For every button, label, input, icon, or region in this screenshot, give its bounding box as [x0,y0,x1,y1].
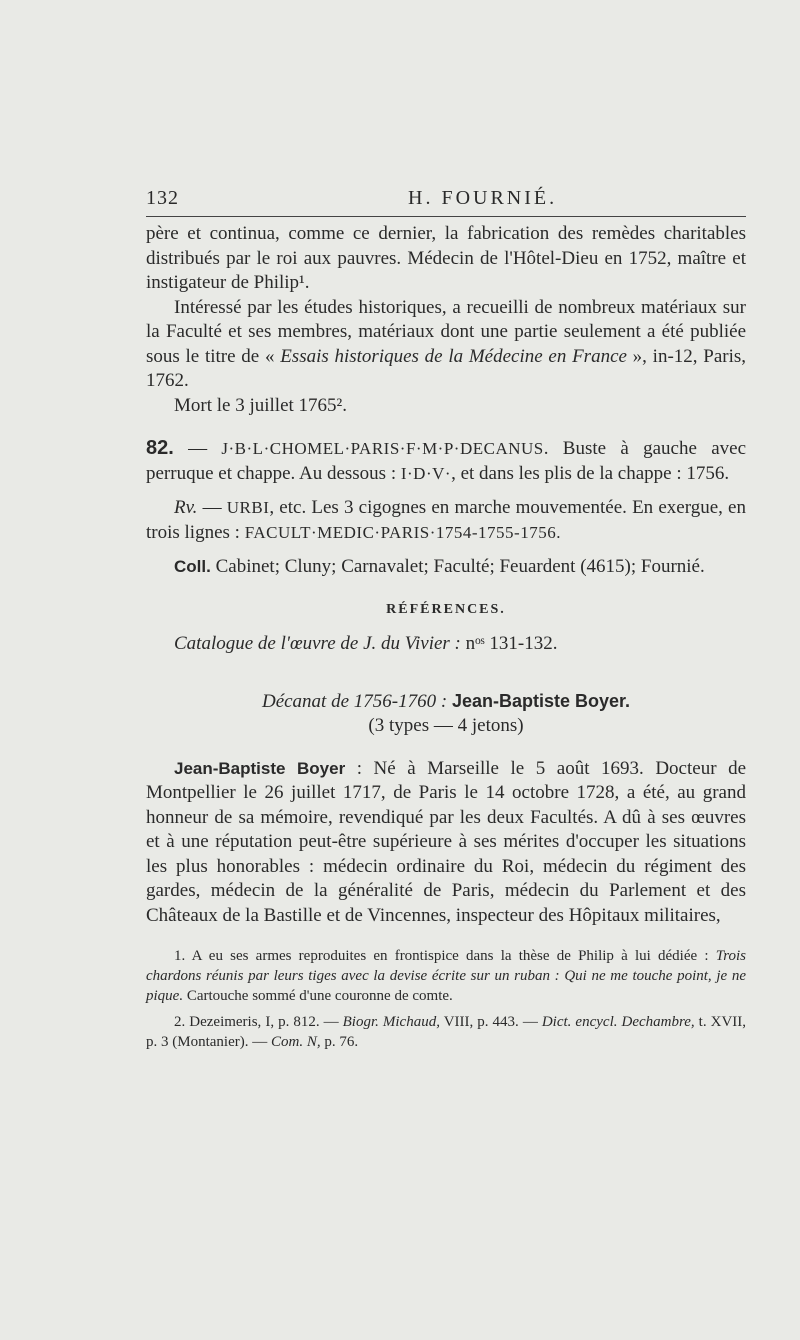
running-title: H. FOURNIÉ. [408,187,558,209]
boyer-biography: Jean-Baptiste Boyer : Né à Marseille le 5 août 1693. Docteur de Montpellier le 26 juillet 1717, de Paris le 14 octobre 1728, a été, au grand honneur de sa mémoire, revendiqué par les deux Facultés. A dû à ses œuvres et à une réputation peut-être supérieure à ses mérites d'occuper les situations les plus honorables : médecin ordinaire du Roi, médecin du régiment des gardes, médecin de la généralité de Paris, médecin du Parlement et des Châteaux de la Bastille et de Vincennes, inspecteur des Hôpitaux militaires, [146,757,747,926]
reverse-label: Rv. [174,497,198,518]
paragraph-death: Mort le 3 juillet 1765². [174,394,347,416]
page-number: 132 [146,187,179,209]
page-header [146,187,746,213]
references-heading: RÉFÉRENCES. [386,601,506,617]
entry-82: 82. — J·B·L·CHOMEL·PARIS·F·M·P·DECANUS. Buste à gauche avec perruque et chappe. Au dessous : I·D·V·, et dans les plis de la chappe : 1756. [146,437,746,484]
section-subtitle: (3 types — 4 jetons) [368,715,524,736]
boyer-name: Jean-Baptiste Boyer [174,758,346,778]
page-body [146,222,746,1052]
section-title: Décanat de 1756-1760 : Jean-Baptiste Boyer. [261,690,631,712]
references-catalogue: Catalogue de l'œuvre de J. du Vivier : nᵒˢ 131-132. [174,633,558,654]
paragraph-interest: Intéressé par les études historiques, a recueilli de nombreux matériaux sur la Faculté et ses membres, matériaux dont une partie seulement a été publiée sous le titre de « Essais historiques de la Médecine en France », in-12, Paris, 1762. [146,296,747,391]
entry-number: 82. [146,437,174,459]
paragraph-intro: père et continua, comme ce dernier, la fabrication des remèdes charitables distribués par le roi aux pauvres. Médecin de l'Hôtel-Dieu en 1752, maître et instigateur de Philip¹. [146,223,746,293]
collections: Coll. Cabinet; Cluny; Carnavalet; Faculté; Feuardent (4615); Fournié. [174,556,705,577]
entry-reverse: Rv. — URBI, etc. Les 3 cigognes en marche mouvementée. En exergue, en trois lignes : FACULT·MEDIC·PARIS·1754-1755-1756. [146,497,746,543]
footnote-1: 1. A eu ses armes reproduites en frontispice dans la thèse de Philip à lui dédiée : Trois chardons réunis par leurs tiges avec la devise écrite sur un ruban : Qui ne me touche point, je ne pique. Cartouche sommé d'une couronne de comte. [146,948,746,1004]
exergue-text: FACULT·MEDIC·PARIS·1754-1755-1756. [244,522,561,542]
footnote-2: 2. Dezeimeris, I, p. 812. — Biogr. Michaud, VIII, p. 443. — Dict. encycl. Dechambre, t. XVII, p. 3 (Montanier). — Com. N, p. 76. [146,1014,747,1050]
header-rule [146,216,746,217]
obverse-legend: J·B·L·CHOMEL·PARIS·F·M·P·DECANUS [221,439,544,458]
